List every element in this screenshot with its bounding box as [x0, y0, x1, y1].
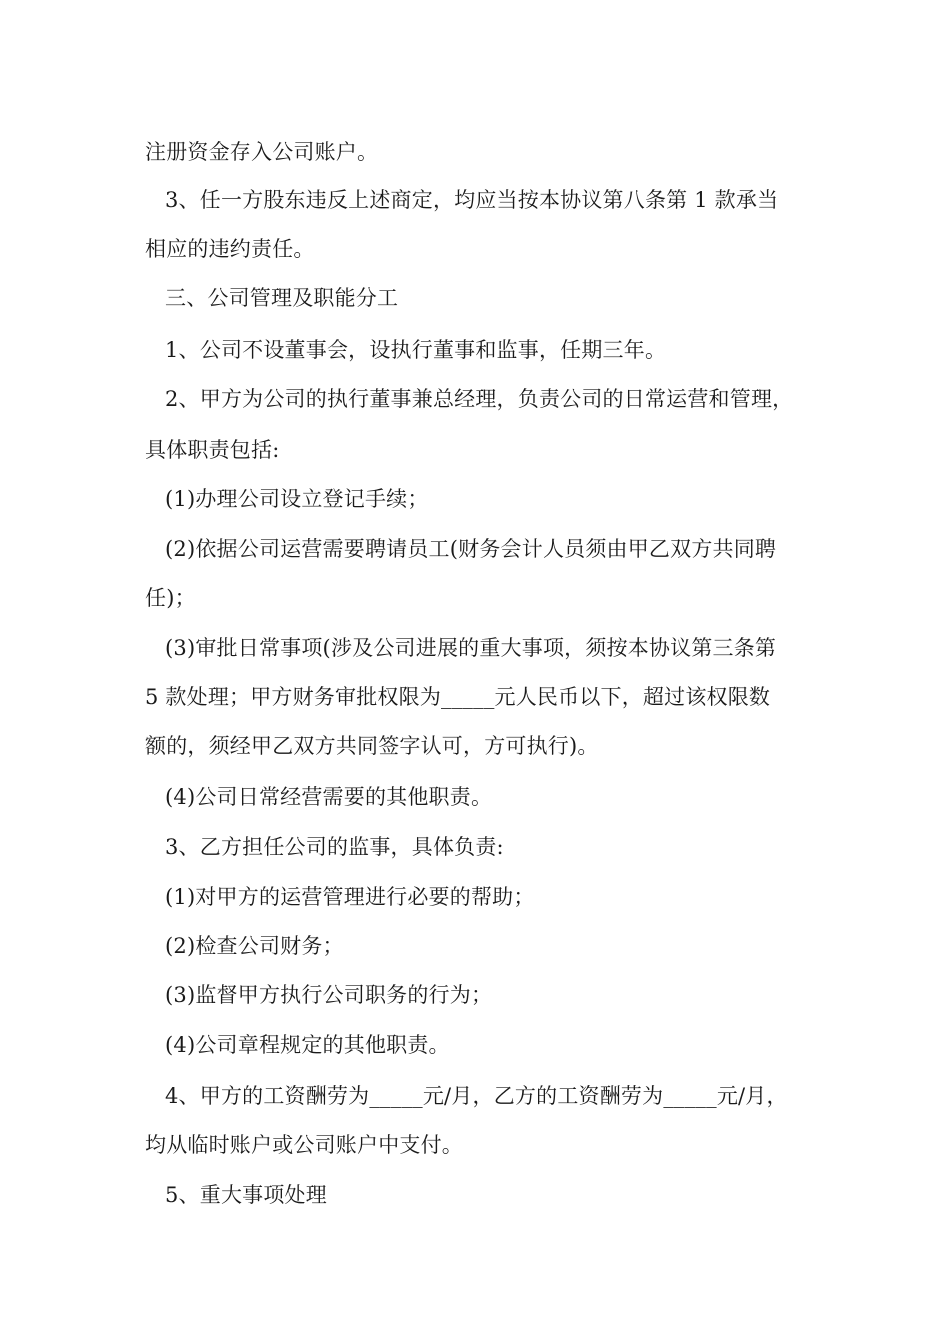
- text-line: 相应的违约责任。: [145, 237, 315, 261]
- text-line: 4、甲方的工资酬劳为_____元/月，乙方的工资酬劳为_____元/月，: [165, 1084, 788, 1108]
- text-line: (3)审批日常事项(涉及公司进展的重大事项，须按本协议第三条第: [165, 636, 777, 660]
- text-line: (1)办理公司设立登记手续；: [165, 487, 429, 511]
- text-line: 具体职责包括:: [145, 438, 280, 462]
- text-line: 3、乙方担任公司的监事，具体负责:: [165, 835, 504, 859]
- text-line: 2、甲方为公司的执行董事兼总经理，负责公司的日常运营和管理，: [165, 387, 794, 411]
- text-line: (4)公司日常经营需要的其他职责。: [165, 785, 493, 809]
- text-line: 5 款处理；甲方财务审批权限为_____元人民币以下，超过该权限数: [145, 685, 771, 709]
- text-line: 均从临时账户或公司账户中支付。: [145, 1133, 463, 1157]
- text-line: 任)；: [145, 586, 196, 610]
- section-heading: 三、公司管理及职能分工: [165, 286, 399, 310]
- text-line: 5、重大事项处理: [165, 1183, 327, 1207]
- text-line: 注册资金存入公司账户。: [145, 140, 379, 164]
- text-line: (1)对甲方的运营管理进行必要的帮助；: [165, 885, 535, 909]
- text-line: 1、公司不设董事会，设执行董事和监事，任期三年。: [165, 338, 667, 362]
- text-line: 额的，须经甲乙双方共同签字认可，方可执行)。: [145, 734, 599, 758]
- text-line: (2)依据公司运营需要聘请员工(财务会计人员须由甲乙双方共同聘: [165, 537, 777, 561]
- text-line: (3)监督甲方执行公司职务的行为；: [165, 983, 493, 1007]
- text-line: 3、任一方股东违反上述商定，均应当按本协议第八条第 1 款承当: [165, 188, 779, 212]
- text-line: (4)公司章程规定的其他职责。: [165, 1033, 450, 1057]
- text-line: (2)检查公司财务；: [165, 934, 344, 958]
